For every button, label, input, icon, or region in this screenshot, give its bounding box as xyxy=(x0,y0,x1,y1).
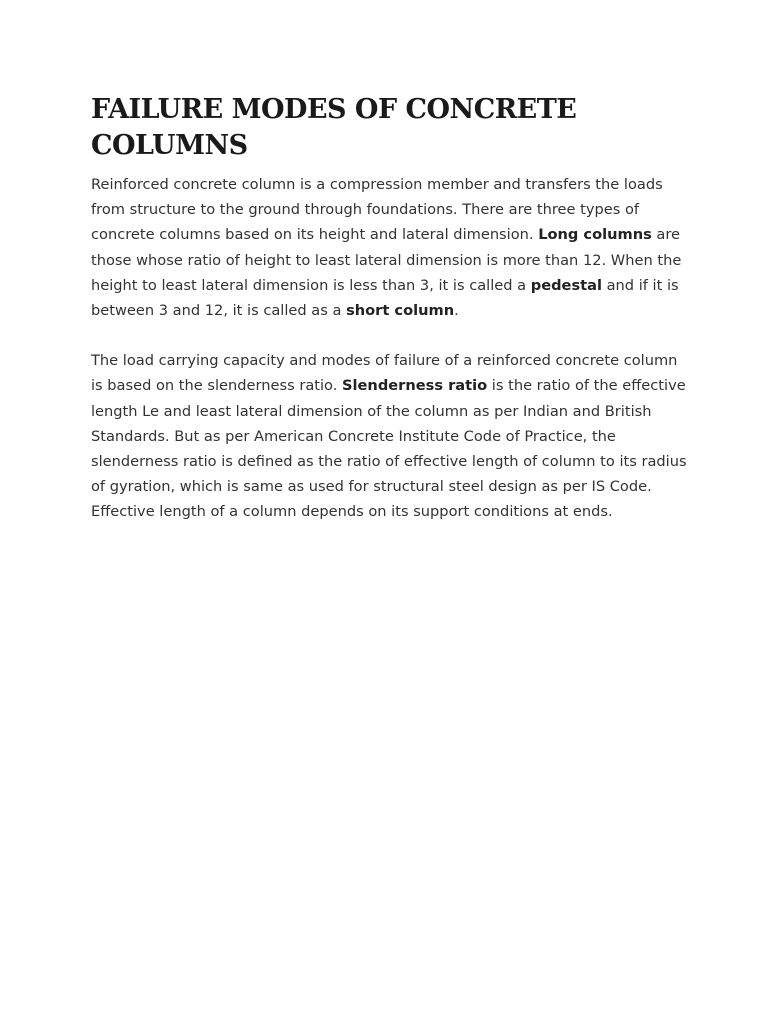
paragraph-text: is the ratio of the effective length Le and least lateral dimension of the column as per Indian and British Standards. But as per American Concrete Institute Code of Practice, the slenderness ratio is defined as the ratio of effective length of column to its radius of gyration, which is same as used for structural steel design as per IS Code. Effective length of a column depends on its support conditions at ends. xyxy=(91,377,687,521)
paragraph-text: Reinforced concrete column is a compression member and transfers the loads from structure to the ground through foundations. There are three types of concrete columns based on its height and lateral dimension. xyxy=(91,176,663,244)
paragraph-text: and if it is between 3 and 12, it is called as a xyxy=(91,276,679,320)
paragraph-column-types xyxy=(91,172,691,323)
paragraph-text: The load carrying capacity and modes of failure of a reinforced concrete column is based on the slenderness ratio. xyxy=(91,352,678,395)
paragraph-text: . xyxy=(454,302,459,320)
paragraph-slenderness xyxy=(91,348,691,524)
term-long-columns: Long columns xyxy=(538,226,652,244)
term-slenderness-ratio: Slenderness ratio xyxy=(342,377,488,395)
paragraph-text: are those whose ratio of height to least lateral dimension is more than 12. When the height to least lateral dimension is less than 3, it is called a xyxy=(91,226,682,294)
term-short-column: short column xyxy=(346,302,455,320)
article xyxy=(91,92,691,525)
term-pedestal: pedestal xyxy=(530,276,602,294)
page-title: FAILURE MODES OF CONCRETE COLUMNS xyxy=(91,94,577,161)
